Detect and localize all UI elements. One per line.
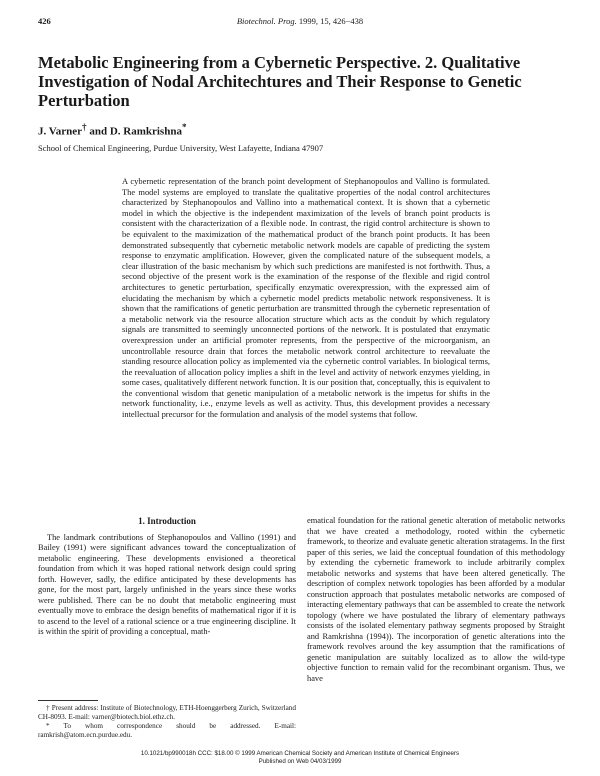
introduction-paragraph-right: ematical foundation for the rational genetic alteration of metabolic networks that we have created a methodology, rooted within the cybernetic framework, to theorize and evaluate genetic alteration stratagems. In the first paper of this series, we laid the conceptual foundation of this methodology by extending the cybernetic framework to include arbitrarily complex metabolic networks and systems that have been altered genetically. The description of complex network topologies has been afforded by a modular construction approach that postulates metabolic networks are composed of interacting elementary pathways that can be assembled to create the network topology (where we have postulated the library of elementary pathways consists of the isolated elementary pathway segments proposed by Straight and Ramkrishna (1994)). The incorporation of genetic alterations into the framework revolves around the key assumption that the ramifications of genetic manipulation are suitably localized as to allow the wild-type objective function to remain valid for the recombinant organism. Thus, we have [307,516,565,683]
author-mark-star: * [181,122,187,132]
footnotes [38,704,296,740]
section-heading-introduction: 1. Introduction [138,516,196,526]
footnote-divider [38,700,98,701]
introduction-paragraph-left: The landmark contributions of Stephanopoulos and Vallino (1991) and Bailey (1991) were significant advances toward the conceptualization of metabolic engineering. These developments envisioned a theoretical foundation from which it was hoped rational network design could spring forth. However, sadly, the edifice anticipated by these developments has gone, for the most part, largely unfinished in the years since these works were published. There can be no doubt that metabolic engineering must eventually move to embrace the design benefits of mathematical rigor if it is to ascend to the level of a rational science or a true engineering discipline. It is within the spirit of providing a conceptual, math- [38,532,296,636]
affiliation: School of Chemical Engineering, Purdue University, West Lafayette, Indiana 47907 [38,143,324,153]
author-ramkrishna: D. Ramkrishna [109,125,182,138]
journal-citation [38,16,562,26]
footnote-correspondence: * To whom correspondence should be addressed. E-mail: ramkrish@atom.ecn.purdue.edu. [38,722,296,739]
right-column [307,516,565,684]
abstract: A cybernetic representation of the branch point development of Stephanopoulos and Vallino is formulated. The model systems are employed to translate the qualitative properties of the nodal control architectures characterized by Stephanopoulos and Vallino into a mathematical context. It is shown that a cybernetic model in which the objective is the independent maximization of the levels of branch point products is consistent with the characterization of a flexible node. In contrast, the rigid control architecture is shown to be equivalent to the maximization of the mathematical product of the branch point products. It has been demonstrated subsequently that cybernetic metabolic network models are capable of predicting the system response to enzymatic amplification. However, given the complicated nature of the subsequent models, a clear illustration of the basic mechanism by which such predictions are manifested is not forthwith. Thus, a second objective of the present work is the examination of the response of the flexible and rigid control architectures to genetic perturbation, specifically enzymatic overexpression, with the expressed aim of elucidating the mechanism by which a cybernetic model predicts metabolic network responsiveness. It is shown that the ramifications of genetic perturbation are transmitted through the cybernetic representation of a metabolic network via the resource allocation structure which acts as the conduit by which regulatory signals are transmitted to seemingly unconnected portions of the network. It is postulated that enzymatic overexpression under an artificial promoter represents, from the perspective of the microorganism, an uncontrollable resource drain that forces the metabolic network control architecture to reevaluate the standing resource allocation policy as implemented via the cybernetic control variables. In biological terms, the reevaluation of allocation policy implies a shift in the level and activity of network enzymes yielding, in some cases, qualitatively different network function. It is our position that, conceptually, this is equivalent to the conventional wisdom that genetic manipulation of a metabolic network is the impetus for shifts in the network functionality, i.e., enzyme levels as well as activity. Thus, this development provides a necessary intellectual precursor for the formulation and analysis of the model systems that follow. [122,176,490,420]
footnote-present-address: † Present address: Institute of Biotechnology, ETH-Hoenggerberg Zurich, Switzerland CH-8093. E-mail: varner@biotech.biol.ethz.ch. [38,704,296,721]
page-footer [0,750,600,766]
footer-doi-copyright: 10.1021/bp990018h CCC: $18.00 © 1999 American Chemical Society and American Institute of Chemical Engineers [140,750,460,757]
author-connector: and [86,125,110,138]
citation-detail: 1999, 15, 426−438 [298,16,364,26]
page-number: 426 [38,16,51,26]
paper-title: Metabolic Engineering from a Cybernetic Perspective. 2. Qualitative Investigation of Nodal Architechtures and Their Response to Genetic Perturbation [38,53,522,110]
left-column [38,516,296,638]
author-line [38,122,187,138]
running-header [38,16,562,30]
author-mark-dagger: † [82,122,87,132]
footer-published-date: Published on Web 04/03/1999 [258,758,342,765]
author-varner: J. Varner [38,125,82,138]
journal-name: Biotechnol. Prog. [236,16,297,26]
